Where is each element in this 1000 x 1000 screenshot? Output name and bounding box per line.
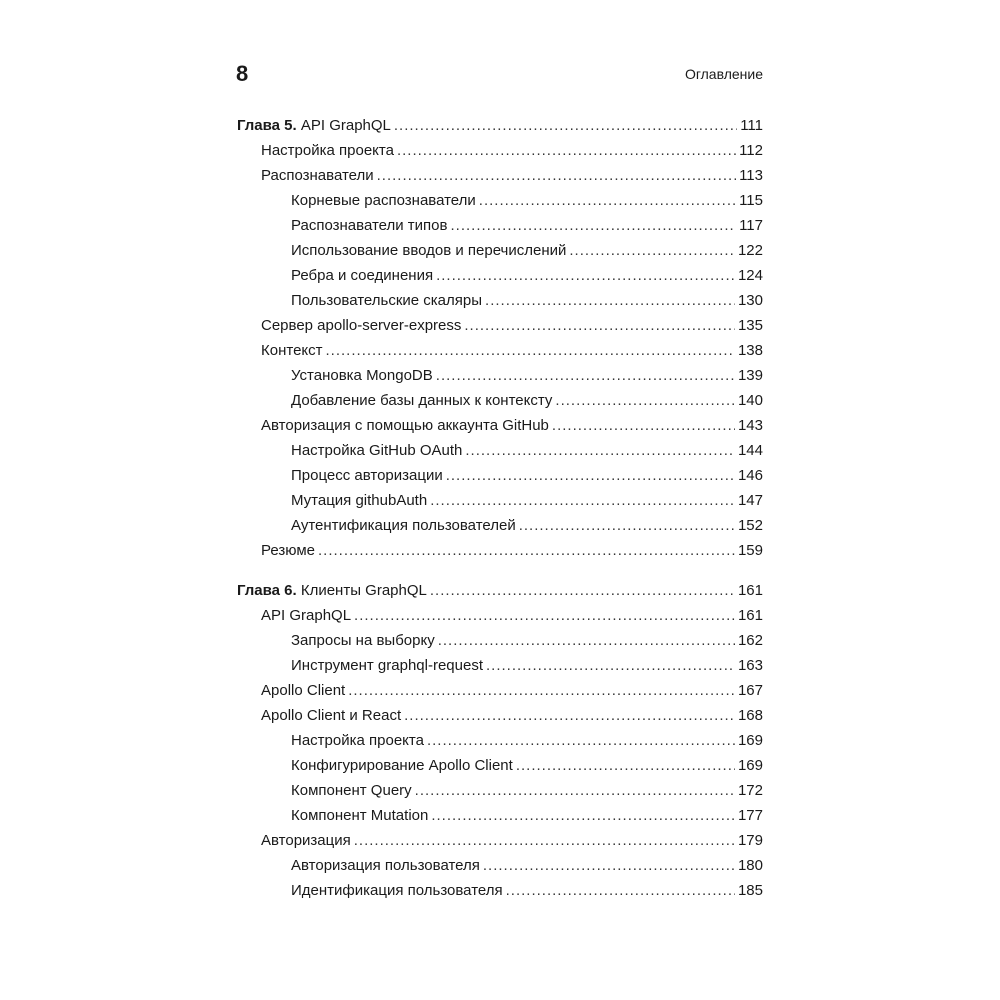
running-header: Оглавление bbox=[684, 66, 763, 82]
toc-leader bbox=[427, 731, 735, 751]
toc-title bbox=[261, 316, 461, 336]
toc-page-number: 163 bbox=[737, 657, 763, 674]
toc-page-number: 144 bbox=[737, 442, 763, 459]
toc-title bbox=[291, 441, 462, 461]
toc-item bbox=[291, 237, 763, 261]
toc-item bbox=[261, 312, 763, 336]
toc-title-text: Ребра и соединения bbox=[291, 267, 434, 284]
toc-item bbox=[291, 852, 763, 876]
toc-title-text: API GraphQL bbox=[300, 117, 391, 134]
toc-leader bbox=[486, 656, 735, 676]
toc-title bbox=[291, 656, 483, 676]
toc-leader bbox=[552, 416, 735, 436]
toc-leader bbox=[377, 166, 736, 186]
toc-leader bbox=[430, 491, 735, 511]
toc-title bbox=[291, 291, 482, 311]
toc-page-number: 113 bbox=[739, 167, 763, 184]
toc-title-text: Пользовательские скаляры bbox=[291, 292, 483, 309]
toc-item bbox=[261, 677, 763, 701]
toc-title-text: Корневые распознаватели bbox=[291, 192, 476, 209]
toc-item bbox=[291, 752, 763, 776]
toc-page-number: 152 bbox=[737, 517, 763, 534]
toc-title bbox=[291, 731, 424, 751]
toc-page-number: 177 bbox=[737, 807, 763, 824]
toc-title bbox=[291, 856, 480, 876]
toc-page-number: 130 bbox=[737, 292, 763, 309]
toc-title bbox=[291, 391, 552, 411]
toc-item bbox=[291, 652, 763, 676]
toc-item bbox=[261, 412, 763, 436]
toc-title bbox=[291, 881, 503, 901]
toc-item bbox=[291, 212, 763, 236]
toc-title-text: Сервер apollo-server-express bbox=[261, 317, 462, 334]
toc-title-text: Конфигурирование Apollo Client bbox=[291, 757, 513, 774]
toc-page-number: 161 bbox=[737, 582, 763, 599]
toc-item bbox=[261, 537, 763, 561]
toc-title-text: Компонент Query bbox=[291, 782, 412, 799]
toc-leader bbox=[430, 581, 735, 601]
toc-title-text: Идентификация пользователя bbox=[291, 882, 503, 899]
toc-title-text: Авторизация с помощью аккаунта GitHub bbox=[261, 417, 549, 434]
toc-leader bbox=[506, 881, 735, 901]
toc-leader bbox=[354, 606, 735, 626]
toc-title bbox=[291, 366, 433, 386]
toc-page-number: 172 bbox=[737, 782, 763, 799]
toc-page-number: 135 bbox=[737, 317, 763, 334]
toc-title bbox=[291, 241, 566, 261]
toc-title-text: Контекст bbox=[261, 342, 323, 359]
toc-leader bbox=[318, 541, 735, 561]
toc-leader bbox=[348, 681, 735, 701]
toc-item bbox=[291, 627, 763, 651]
toc-page-number: 167 bbox=[737, 682, 763, 699]
toc-title-text: Запросы на выборку bbox=[291, 632, 435, 649]
toc-chapter-label: Глава 6. bbox=[237, 582, 297, 599]
toc-leader bbox=[397, 141, 736, 161]
toc-item bbox=[291, 437, 763, 461]
toc-page-number: 139 bbox=[737, 367, 763, 384]
toc-page-number: 146 bbox=[737, 467, 763, 484]
toc-title-text: Настройка проекта bbox=[261, 142, 394, 159]
toc-item bbox=[291, 802, 763, 826]
toc-item bbox=[291, 512, 763, 536]
toc-page-number: 185 bbox=[737, 882, 763, 899]
toc-leader bbox=[436, 366, 735, 386]
toc-item bbox=[291, 877, 763, 901]
toc-title-text: Установка MongoDB bbox=[291, 367, 433, 384]
toc-title-text: Резюме bbox=[261, 542, 315, 559]
toc-page-number: 111 bbox=[740, 117, 763, 134]
toc-title-text: Компонент Mutation bbox=[291, 807, 429, 824]
toc-leader bbox=[483, 856, 735, 876]
toc-page-number: 138 bbox=[737, 342, 763, 359]
toc-page-number: 122 bbox=[737, 242, 763, 259]
toc-item bbox=[291, 287, 763, 311]
toc-item bbox=[261, 702, 763, 726]
toc-title-text: Apollo Client bbox=[261, 682, 346, 699]
toc-title bbox=[291, 216, 448, 236]
toc-page-number: 140 bbox=[737, 392, 763, 409]
toc-leader bbox=[464, 316, 735, 336]
toc-page-number: 180 bbox=[737, 857, 763, 874]
toc-chapter bbox=[237, 112, 763, 136]
toc-page-number: 161 bbox=[737, 607, 763, 624]
toc-title-text: Мутация githubAuth bbox=[291, 492, 428, 509]
toc-page-number: 147 bbox=[737, 492, 763, 509]
toc-chapter bbox=[237, 577, 763, 601]
toc-title bbox=[237, 581, 427, 601]
toc-leader bbox=[485, 291, 735, 311]
toc-title bbox=[291, 266, 433, 286]
toc-item bbox=[261, 827, 763, 851]
toc-item bbox=[291, 487, 763, 511]
toc-title bbox=[291, 806, 428, 826]
toc-leader bbox=[415, 781, 735, 801]
toc-title-text: Инструмент graphql-request bbox=[291, 657, 483, 674]
toc-title-text: Добавление базы данных к контексту bbox=[291, 392, 553, 409]
toc-title bbox=[291, 191, 476, 211]
toc-page-number: 115 bbox=[739, 192, 763, 209]
toc-item bbox=[261, 137, 763, 161]
toc-title-text: Apollo Client и React bbox=[261, 707, 402, 724]
toc-leader bbox=[451, 216, 737, 236]
toc-page-number: 124 bbox=[737, 267, 763, 284]
toc-chapter-label: Глава 5. bbox=[237, 117, 297, 134]
toc-title-text: Клиенты GraphQL bbox=[300, 582, 427, 599]
toc-item bbox=[291, 387, 763, 411]
toc-page-number: 169 bbox=[737, 732, 763, 749]
toc-title bbox=[261, 706, 401, 726]
toc-title-text: API GraphQL bbox=[261, 607, 352, 624]
toc-page-number: 143 bbox=[737, 417, 763, 434]
toc-leader bbox=[519, 516, 735, 536]
toc-leader bbox=[326, 341, 735, 361]
toc-leader bbox=[516, 756, 735, 776]
toc-page-number: 169 bbox=[737, 757, 763, 774]
toc-title bbox=[291, 466, 443, 486]
toc-title bbox=[291, 516, 516, 536]
toc-leader bbox=[394, 116, 737, 136]
toc-title-text: Распознаватели bbox=[261, 167, 374, 184]
toc-leader bbox=[555, 391, 735, 411]
toc-title bbox=[261, 141, 394, 161]
toc-page-number: 179 bbox=[737, 832, 763, 849]
toc-title-text: Настройка GitHub OAuth bbox=[291, 442, 463, 459]
toc-title bbox=[261, 606, 351, 626]
toc-leader bbox=[404, 706, 735, 726]
toc-title bbox=[291, 631, 435, 651]
toc-title-text: Настройка проекта bbox=[291, 732, 424, 749]
toc-title-text: Авторизация пользователя bbox=[291, 857, 480, 874]
page-number: 8 bbox=[236, 61, 249, 86]
toc-item bbox=[291, 262, 763, 286]
toc-title bbox=[261, 681, 345, 701]
toc-page-number: 159 bbox=[737, 542, 763, 559]
toc-item bbox=[291, 362, 763, 386]
toc-leader bbox=[446, 466, 735, 486]
toc-title bbox=[261, 166, 374, 186]
toc-title-text: Аутентификация пользователей bbox=[291, 517, 516, 534]
toc-item bbox=[291, 777, 763, 801]
toc-item bbox=[261, 602, 763, 626]
toc-item bbox=[261, 162, 763, 186]
toc-leader bbox=[479, 191, 736, 211]
toc-item bbox=[291, 727, 763, 751]
toc-title bbox=[261, 341, 323, 361]
toc-page-number: 117 bbox=[739, 217, 763, 234]
toc-title bbox=[291, 756, 513, 776]
toc-leader bbox=[569, 241, 735, 261]
toc-title-text: Распознаватели типов bbox=[291, 217, 448, 234]
toc-leader bbox=[436, 266, 735, 286]
toc-title bbox=[291, 781, 412, 801]
toc-title-text: Использование вводов и перечислений bbox=[291, 242, 567, 259]
toc-leader bbox=[465, 441, 735, 461]
toc-title bbox=[261, 541, 315, 561]
toc-page-number: 112 bbox=[739, 142, 763, 159]
toc-leader bbox=[354, 831, 735, 851]
toc-title bbox=[261, 831, 351, 851]
toc-leader bbox=[431, 806, 735, 826]
toc-title-text: Авторизация bbox=[261, 832, 351, 849]
toc-leader bbox=[438, 631, 735, 651]
toc-page-number: 162 bbox=[737, 632, 763, 649]
toc-item bbox=[261, 337, 763, 361]
toc-title-text: Процесс авторизации bbox=[291, 467, 443, 484]
toc-title bbox=[261, 416, 549, 436]
toc-title bbox=[291, 491, 427, 511]
toc-page-number: 168 bbox=[737, 707, 763, 724]
toc-title bbox=[237, 116, 391, 136]
toc-item bbox=[291, 462, 763, 486]
toc-item bbox=[291, 187, 763, 211]
